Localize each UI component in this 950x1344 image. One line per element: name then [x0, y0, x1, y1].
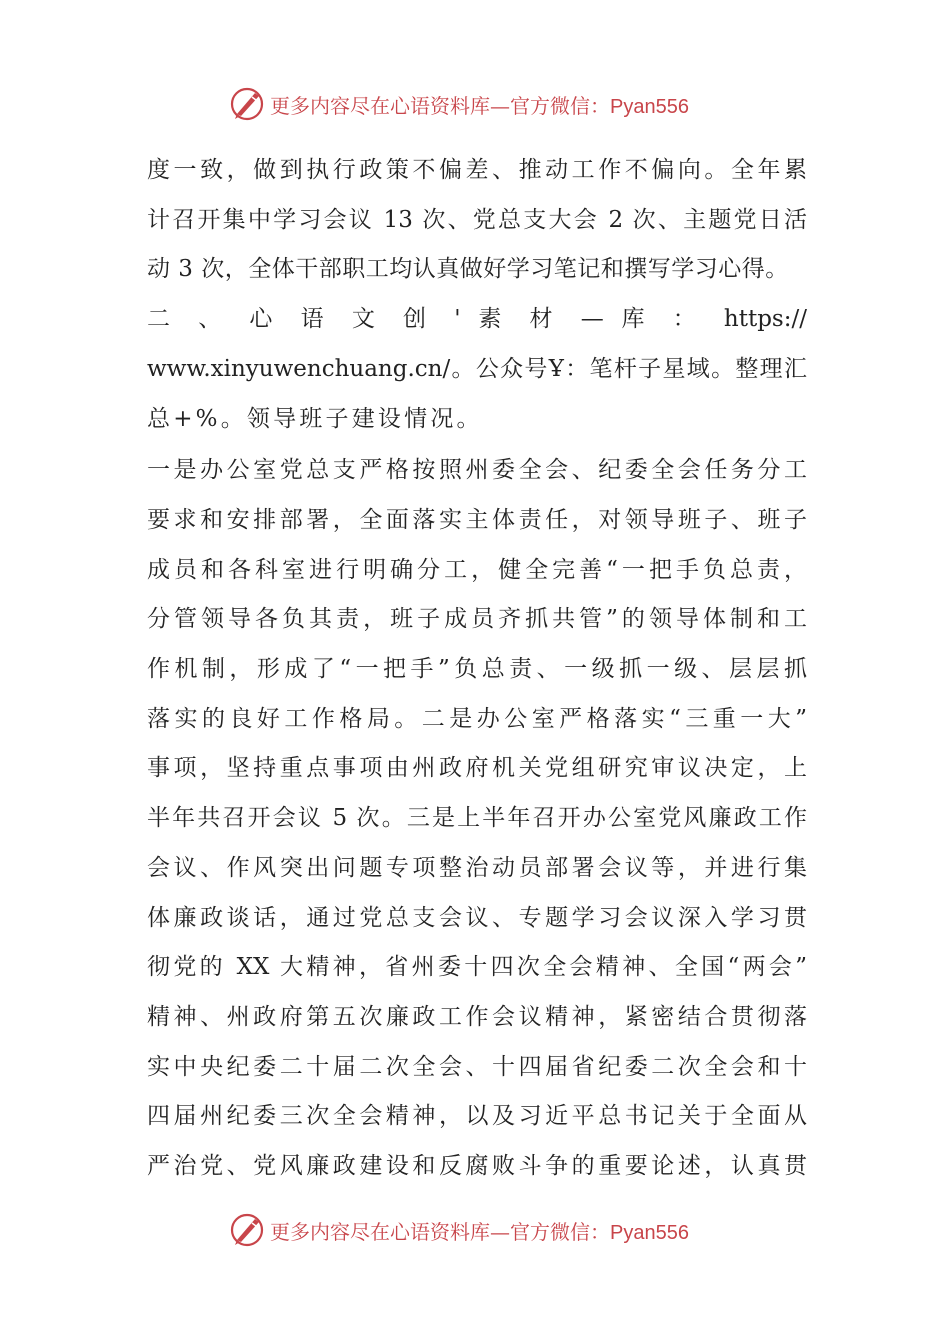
text-line: 精神、州政府第五次廉政工作会议精神，紧密结合贯彻落 — [147, 1003, 807, 1030]
text-line: 二 、 心 语 文 创 ' 素 材 — 库 ： https:// — [147, 306, 807, 333]
text-line: 作机制，形成了“一把手”负总责、一级抓一级、层层抓 — [147, 656, 807, 683]
paragraph — [147, 446, 807, 1192]
text-line: 落实的良好工作格局。二是办公室严格落实“三重一大” — [147, 705, 807, 732]
text-line: 四届州纪委三次全会精神，以及习近平总书记关于全面从 — [147, 1103, 807, 1130]
text-line: 度一致，做到执行政策不偏差、推动工作不偏向。全年累 — [147, 157, 807, 183]
header-banner — [228, 84, 689, 124]
text-line: 成员和各科室进行明确分工，健全完善“一把手负总责， — [147, 556, 807, 583]
pen-logo-icon — [228, 1211, 266, 1249]
text-line: 计召开集中学习会议 13 次、党总支大会 2 次、主题党日活 — [147, 206, 807, 233]
text-line: 会议、作风突出问题专项整治动员部署会议等，并进行集 — [147, 854, 807, 881]
document-body — [147, 146, 807, 1192]
banner-text: 更多内容尽在心语资料库—官方微信： — [270, 93, 610, 118]
text-line: 彻党的 XX 大精神，省州委十四次全会精神、全国“两会” — [147, 954, 807, 981]
text-line: 体廉政谈话，通过党总支会议、专题学习会议深入学习贯 — [147, 904, 807, 931]
paragraph — [147, 146, 807, 444]
text-line: 半年共召开会议 5 次。三是上半年召开办公室党风廉政工作 — [147, 805, 807, 832]
text-line: 实中央纪委二十届二次全会、十四届省纪委二次全会和十 — [147, 1053, 807, 1080]
text-line: 要求和安排部署，全面落实主体责任，对领导班子、班子 — [147, 506, 807, 533]
footer-banner — [228, 1210, 689, 1250]
banner-text: 更多内容尽在心语资料库—官方微信： — [270, 1219, 610, 1244]
text-line: www.xinyuwenchuang.cn/。公众号Ұ：笔杆子星域。整理汇 — [147, 355, 807, 382]
text-line: 严治党、党风廉政建设和反腐败斗争的重要论述，认真贯 — [147, 1153, 807, 1180]
text-line: 动 3 次，全体干部职工均认真做好学习笔记和撰写学习心得。 — [147, 256, 789, 283]
text-line: 事项，坚持重点事项由州政府机关党组研究审议决定，上 — [147, 755, 807, 782]
text-line: 分管领导各负其责，班子成员齐抓共管”的领导体制和工 — [147, 606, 807, 633]
wechat-id: Pyan556 — [610, 1221, 689, 1244]
pen-logo-icon — [228, 85, 266, 123]
wechat-id: Pyan556 — [610, 95, 689, 118]
text-line: 一是办公室党总支严格按照州委全会、纪委全会任务分工 — [147, 457, 807, 484]
text-line: 总+%。领导班子建设情况。 — [147, 405, 483, 432]
